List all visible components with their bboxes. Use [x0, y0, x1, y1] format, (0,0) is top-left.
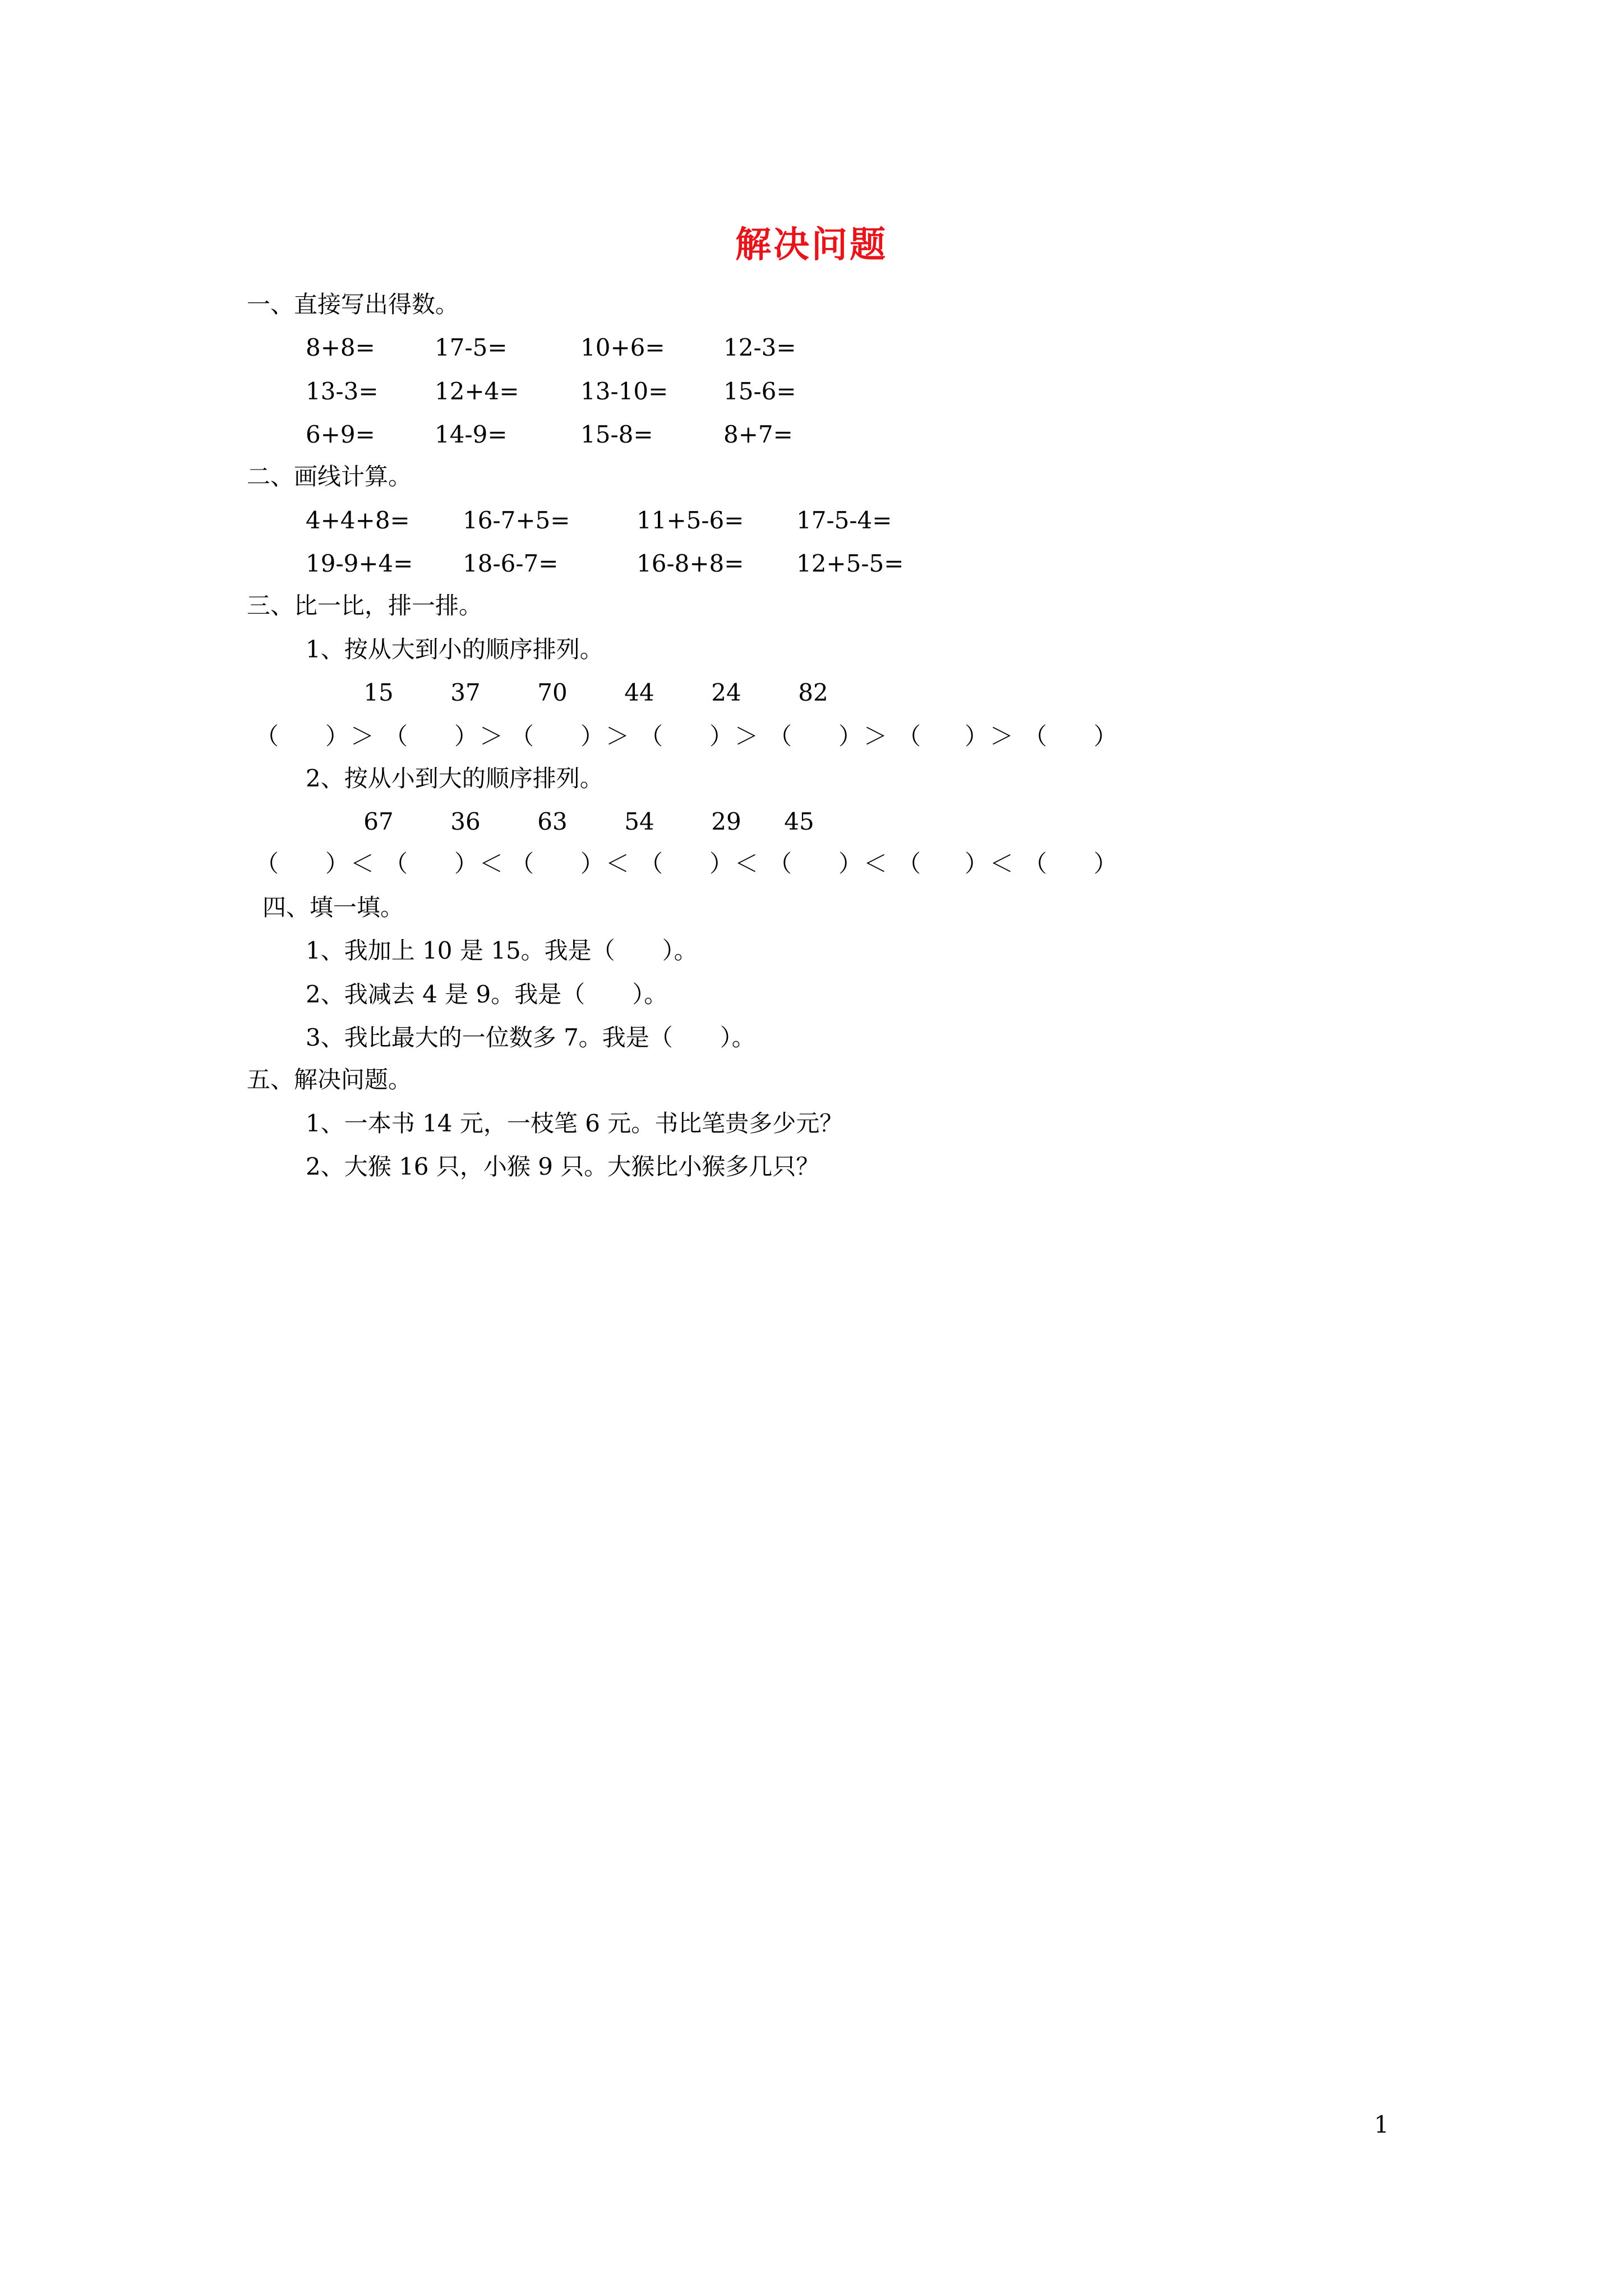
- s2-problem: 17-5-4=: [796, 507, 892, 534]
- s5-item: 2、大猴 16 只，小猴 9 只。大猴比小猴多几只？: [306, 1153, 820, 1180]
- s3-q2-number: 45: [784, 808, 814, 835]
- s2-problem: 11+5-6=: [637, 507, 744, 534]
- comparison-sign: ＜: [735, 850, 759, 877]
- page-number: 1: [1374, 2111, 1389, 2138]
- close-paren: ）: [709, 850, 734, 877]
- close-paren: ）: [838, 723, 863, 750]
- open-paren: （: [768, 850, 792, 877]
- open-paren: （: [255, 850, 279, 877]
- s1-problem: 13-10=: [580, 378, 668, 405]
- close-paren: ）: [709, 723, 734, 750]
- open-paren: （: [384, 850, 408, 877]
- open-paren: （: [1023, 723, 1048, 750]
- s3-q2-number: 36: [450, 808, 481, 835]
- s5-item: 1、一本书 14 元，一枝笔 6 元。书比笔贵多少元？: [306, 1110, 843, 1137]
- open-paren: （: [897, 723, 921, 750]
- open-paren: （: [639, 723, 663, 750]
- close-paren: ）: [454, 850, 478, 877]
- open-paren: （: [384, 723, 408, 750]
- close-paren: ）: [1094, 723, 1118, 750]
- s3-q1-number: 44: [624, 679, 654, 706]
- section-5-heading: 五、解决问题。: [247, 1066, 412, 1093]
- s3-q1-number: 70: [537, 679, 568, 706]
- s1-problem: 13-3=: [306, 378, 379, 405]
- comparison-sign: ＞: [990, 723, 1014, 750]
- comparison-sign: ＞: [606, 723, 630, 750]
- s4-item: 3、我比最大的一位数多 7。我是（ ）。: [306, 1024, 755, 1051]
- comparison-sign: ＜: [606, 850, 630, 877]
- s2-problem: 16-7+5=: [463, 507, 570, 534]
- comparison-sign: ＜: [479, 850, 504, 877]
- close-paren: ）: [580, 723, 605, 750]
- comparison-sign: ＜: [990, 850, 1014, 877]
- s1-problem: 10+6=: [580, 334, 665, 361]
- close-paren: ）: [1094, 850, 1118, 877]
- close-paren: ）: [580, 850, 605, 877]
- comparison-sign: ＞: [864, 723, 888, 750]
- s3-q2-number: 67: [363, 808, 394, 835]
- s4-item: 1、我加上 10 是 15。我是（ ）。: [306, 937, 698, 964]
- open-paren: （: [510, 723, 534, 750]
- s1-problem: 15-8=: [580, 421, 653, 448]
- close-paren: ）: [965, 723, 989, 750]
- s1-problem: 12-3=: [723, 334, 796, 361]
- s3-q2-label: 2、按从小到大的顺序排列。: [306, 765, 603, 792]
- s3-q2-number: 29: [711, 808, 741, 835]
- s2-problem: 16-8+8=: [637, 550, 744, 577]
- s2-problem: 12+5-5=: [796, 550, 904, 577]
- section-1-heading: 一、直接写出得数。: [247, 291, 459, 318]
- s3-q2-number: 63: [537, 808, 568, 835]
- open-paren: （: [1023, 850, 1048, 877]
- section-2-heading: 二、画线计算。: [247, 463, 412, 490]
- comparison-sign: ＞: [735, 723, 759, 750]
- close-paren: ）: [325, 723, 349, 750]
- s1-problem: 17-5=: [435, 334, 508, 361]
- open-paren: （: [255, 723, 279, 750]
- s1-problem: 8+8=: [306, 334, 375, 361]
- s1-problem: 12+4=: [435, 378, 519, 405]
- open-paren: （: [639, 850, 663, 877]
- page-title: 解决问题: [735, 224, 888, 266]
- s2-problem: 4+4+8=: [306, 507, 410, 534]
- comparison-sign: ＜: [864, 850, 888, 877]
- s2-problem: 19-9+4=: [306, 550, 413, 577]
- s3-q1-number: 15: [363, 679, 394, 706]
- comparison-sign: ＞: [351, 723, 375, 750]
- open-paren: （: [768, 723, 792, 750]
- s1-problem: 14-9=: [435, 421, 508, 448]
- close-paren: ）: [965, 850, 989, 877]
- open-paren: （: [510, 850, 534, 877]
- s4-item: 2、我减去 4 是 9。我是（ ）。: [306, 981, 668, 1008]
- s3-q1-number: 82: [798, 679, 828, 706]
- close-paren: ）: [325, 850, 349, 877]
- close-paren: ）: [838, 850, 863, 877]
- comparison-sign: ＞: [479, 723, 504, 750]
- s2-problem: 18-6-7=: [463, 550, 559, 577]
- comparison-sign: ＜: [351, 850, 375, 877]
- section-4-heading: 四、填一填。: [262, 894, 404, 921]
- s3-q1-number: 37: [450, 679, 481, 706]
- s3-q2-number: 54: [624, 808, 654, 835]
- s3-q1-label: 1、按从大到小的顺序排列。: [306, 636, 603, 663]
- section-3-heading: 三、比一比，排一排。: [247, 592, 483, 619]
- s1-problem: 6+9=: [306, 421, 375, 448]
- close-paren: ）: [454, 723, 478, 750]
- s1-problem: 8+7=: [723, 421, 793, 448]
- s1-problem: 15-6=: [723, 378, 796, 405]
- s3-q1-number: 24: [711, 679, 741, 706]
- open-paren: （: [897, 850, 921, 877]
